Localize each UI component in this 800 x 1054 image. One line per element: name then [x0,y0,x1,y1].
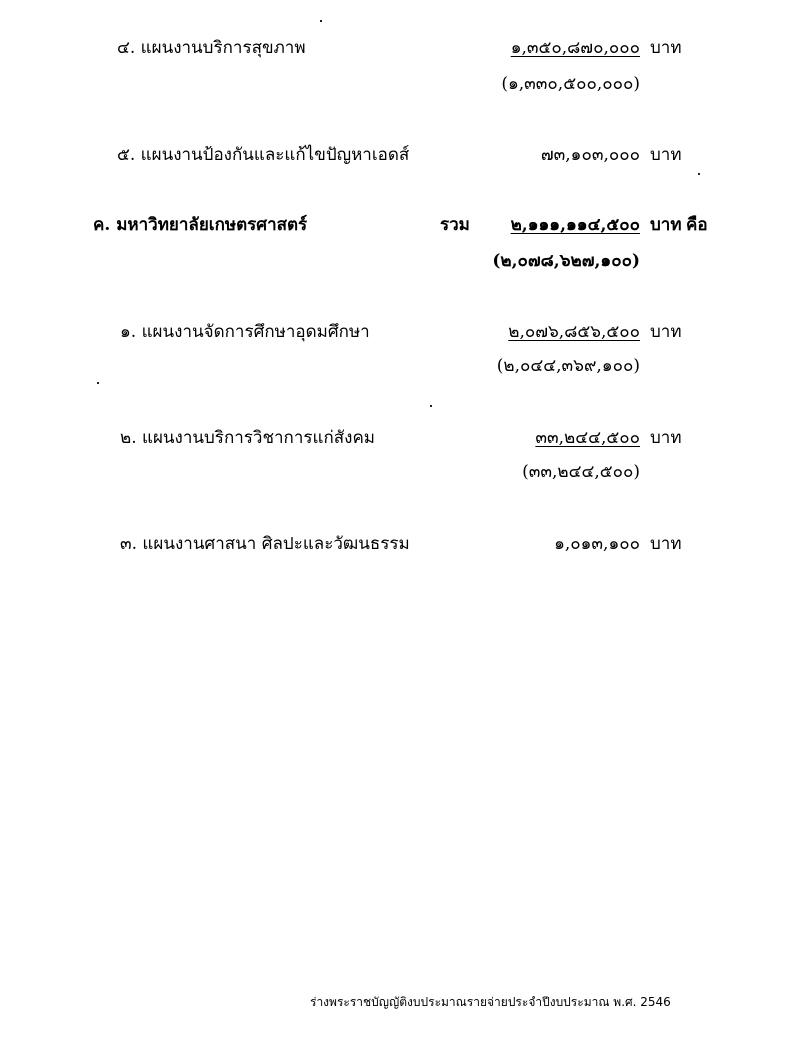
item-5-label: ๕. แผนงานป้องกันและแก้ไขปัญหาเอดส์ [117,145,410,165]
section-item-1-prev-amount: (๒,๐๔๔,๓๖๙,๑๐๐) [496,356,640,376]
item-4-prev-amount: (๑,๓๓๐,๕๐๐,๐๐๐) [501,74,640,94]
section-prev-amount: (๒,๐๗๘,๖๒๗,๑๐๐) [492,251,640,271]
section-item-2-amount: ๓๓,๒๔๔,๕๐๐ [535,428,640,448]
section-total-label: รวม [440,215,470,235]
section-item-2-prev-amount: (๓๓,๒๔๔,๕๐๐) [522,462,640,482]
item-4-unit: บาท [650,38,682,58]
section-item-3-unit: บาท [650,534,682,554]
section-total-suffix: คือ [686,215,708,235]
section-item-3-amount: ๑,๐๑๓,๑๐๐ [554,534,640,554]
section-item-1-unit: บาท [650,322,682,342]
scan-speck [698,173,700,175]
section-item-1-label: ๑. แผนงานจัดการศึกษาอุดมศึกษา [120,322,370,342]
item-5-amount: ๗๓,๑๐๓,๐๐๐ [540,145,640,165]
item-4-amount: ๑,๓๕๐,๘๗๐,๐๐๐ [510,38,640,58]
section-item-1-amount: ๒,๐๗๖,๘๕๖,๕๐๐ [508,322,640,342]
scan-speck [320,20,322,22]
section-total-unit: บาท [650,215,682,235]
section-item-2-label: ๒. แผนงานบริการวิชาการแก่สังคม [120,428,376,448]
page-footer: ร่างพระราชบัญญัติงบประมาณรายจ่ายประจำปีงบประมาณ พ.ศ. 2546 [310,995,671,1009]
section-item-3-label: ๓. แผนงานศาสนา ศิลปะและวัฒนธรรม [120,534,410,554]
section-total-amount: ๒,๑๑๑,๑๑๔,๕๐๐ [510,215,640,235]
section-heading: ค. มหาวิทยาลัยเกษตรศาสตร์ [93,215,308,235]
scan-speck [97,382,99,384]
section-item-2-unit: บาท [650,428,682,448]
scan-speck [430,405,432,407]
item-4-label: ๔. แผนงานบริการสุขภาพ [117,38,306,58]
item-5-unit: บาท [650,145,682,165]
